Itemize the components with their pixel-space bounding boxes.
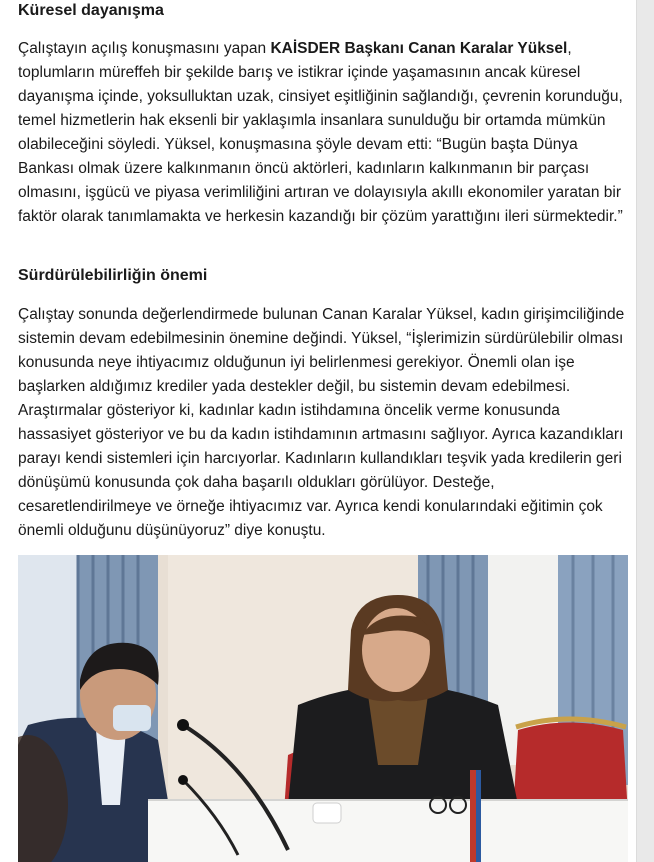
conference-photo-illustration [18,555,628,862]
paragraph-lead: Çalıştayın açılış konuşmasını yapan [18,40,271,57]
article-photo [18,555,628,862]
paragraph-surdurulebilirlik: Çalıştay sonunda değerlendirmede bulunan Canan Karalar Yüksel, kadın girişimciliğinde sistemin devam edebilmesinin önemine değindi. Yüksel, “İşlerimizin sürdürülebilir olması konusunda neye ihtiyacımız olduğunun iyi belirlenmesi gerekiyor. Önemli olan işe başlarken aldığımız krediler yada destekler değil, bu sistemin devam edebilmesi. Araştırmalar gösteriyor ki, kadınlar kadın istihdamına öncelik verme konusunda hassasiyet gösteriyor ve bu da kadın istihdamının artmasını sağlıyor. Ayrıca kazandıkları parayı kendi sistemleri için harcıyorlar. Kadınların kullandıkları teşvik yada kredilerin geri dönüşümü konusunda çok daha başarılı oldukları görülüyor. Desteğe, cesaretlendirilmeye ve örneğe ihtiyacımız var. Ayrıca kendi konularındaki eğitimin çok önemli olduğunu düşünüyoruz” diye konuştu. [18,306,625,539]
section-heading-kuresel: Küresel dayanışma [18,2,164,19]
section-heading-surdurulebilirlik: Sürdürülebilirliğin önemi [18,267,208,284]
paragraph-rest: , toplumların müreffeh bir şekilde barış ve istikrar içinde yaşamasının ancak küresel dayanışma içinde, yoksulluktan uzak, cinsiyet eşitliğinin sağlandığı, çevrenin korunduğu, temel hizmetlerin hak eksenli bir yaklaşımla insanlara sunulduğu bir ortamda mümkün olabileceğini söyledi. Yüksel, konuşmasına şöyle devam etti: “Bugün başta Dünya Bankası olmak üzere kalkınmanın öncü aktörleri, kadınların kalkınmanın bir parçası olmasını, işgücü ve piyasa verimliliğini artıran ve dolayısıyla akıllı ekonomiler yaratan bir faktör olarak tanımlamakta ve herkesin kazandığı bir çözüm yarattığını ileri sürmektedir.” [18,40,623,225]
speaker-name: KAİSDER Başkanı Canan Karalar Yüksel [270,40,568,57]
paragraph-kuresel [18,37,628,229]
